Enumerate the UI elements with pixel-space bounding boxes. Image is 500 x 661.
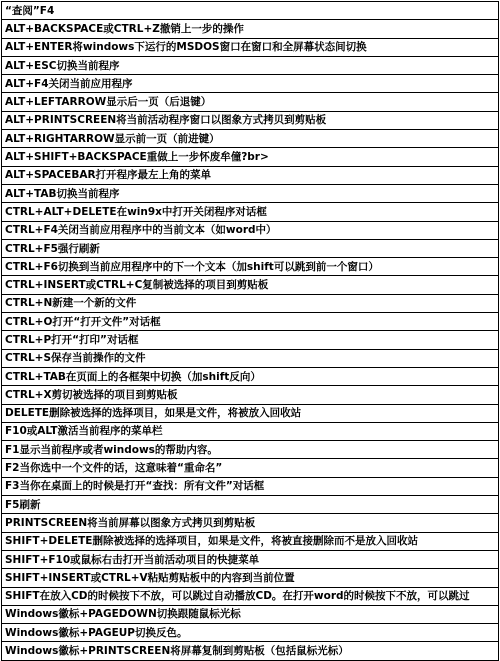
shortcut-cell: ALT+ESC切换当前程序 [2, 56, 499, 74]
shortcut-cell: F10或ALT激活当前程序的菜单栏 [2, 422, 499, 440]
table-row [2, 130, 499, 148]
table-row [2, 148, 499, 166]
table-row [2, 2, 499, 20]
table-row [2, 569, 499, 587]
table-row [2, 624, 499, 642]
table-row [2, 550, 499, 568]
shortcut-cell: ALT+SHIFT+BACKSPACE重做上一步怀废牟僮?br> [2, 148, 499, 166]
table-row [2, 532, 499, 550]
shortcut-cell: “查阅”F4 [2, 2, 499, 20]
table-row [2, 93, 499, 111]
shortcut-cell: SHIFT在放入CD的时候按下不放，可以跳过自动播放CD。在打开word的时候按下不放，可以跳过 [2, 587, 499, 605]
table-row [2, 496, 499, 514]
shortcut-cell: SHIFT+DELETE删除被选择的选择项目，如果是文件，将被直接删除而不是放入回收站 [2, 532, 499, 550]
shortcut-cell: ALT+SPACEBAR打开程序最左上角的菜单 [2, 166, 499, 184]
table-row [2, 20, 499, 38]
table-row [2, 404, 499, 422]
shortcut-cell: DELETE删除被选择的选择项目，如果是文件，将被放入回收站 [2, 404, 499, 422]
shortcut-cell: CTRL+X剪切被选择的项目到剪贴板 [2, 386, 499, 404]
table-row [2, 441, 499, 459]
shortcut-cell: CTRL+INSERT或CTRL+C复制被选择的项目到剪贴板 [2, 276, 499, 294]
table-row [2, 367, 499, 385]
shortcut-cell: CTRL+O打开“打开文件”对话框 [2, 313, 499, 331]
table-row [2, 514, 499, 532]
shortcut-cell: SHIFT+F10或鼠标右击打开当前活动项目的快捷菜单 [2, 550, 499, 568]
shortcut-cell: CTRL+P打开“打印”对话框 [2, 331, 499, 349]
table-row [2, 349, 499, 367]
shortcut-table-body [2, 2, 499, 661]
shortcut-cell: CTRL+F5强行刷新 [2, 239, 499, 257]
table-row [2, 56, 499, 74]
table-row [2, 239, 499, 257]
table-row [2, 642, 499, 660]
shortcut-cell: Windows徽标+PAGEUP切换反色。 [2, 624, 499, 642]
shortcut-cell: SHIFT+INSERT或CTRL+V粘贴剪贴板中的内容到当前位置 [2, 569, 499, 587]
shortcut-cell: CTRL+S保存当前操作的文件 [2, 349, 499, 367]
table-row [2, 313, 499, 331]
table-row [2, 422, 499, 440]
table-row [2, 184, 499, 202]
shortcut-cell: ALT+LEFTARROW显示后一页（后退键） [2, 93, 499, 111]
shortcut-cell: F5刷新 [2, 496, 499, 514]
shortcut-cell: CTRL+N新建一个新的文件 [2, 294, 499, 312]
shortcut-table [1, 1, 499, 661]
table-row [2, 111, 499, 129]
table-row [2, 166, 499, 184]
shortcut-cell: PRINTSCREEN将当前屏幕以图象方式拷贝到剪贴板 [2, 514, 499, 532]
table-row [2, 221, 499, 239]
table-row [2, 605, 499, 623]
table-row [2, 203, 499, 221]
shortcut-cell: ALT+PRINTSCREEN将当前活动程序窗口以图象方式拷贝到剪贴板 [2, 111, 499, 129]
table-row [2, 459, 499, 477]
table-row [2, 38, 499, 56]
shortcut-cell: CTRL+ALT+DELETE在win9x中打开关闭程序对话框 [2, 203, 499, 221]
shortcut-cell: ALT+BACKSPACE或CTRL+Z撤销上一步的操作 [2, 20, 499, 38]
shortcut-cell: F1显示当前程序或者windows的帮助内容。 [2, 441, 499, 459]
table-row [2, 477, 499, 495]
table-row [2, 294, 499, 312]
shortcut-cell: Windows徽标+PAGEDOWN切换跟随鼠标光标 [2, 605, 499, 623]
shortcut-cell: ALT+ENTER将windows下运行的MSDOS窗口在窗口和全屏幕状态间切换 [2, 38, 499, 56]
shortcut-cell: ALT+RIGHTARROW显示前一页（前进键） [2, 130, 499, 148]
table-row [2, 75, 499, 93]
shortcut-cell: CTRL+F6切换到当前应用程序中的下一个文本（加shift可以跳到前一个窗口） [2, 258, 499, 276]
shortcut-cell: Windows徽标+PRINTSCREEN将屏幕复制到剪贴板（包括鼠标光标） [2, 642, 499, 660]
shortcut-cell: ALT+TAB切换当前程序 [2, 184, 499, 202]
shortcut-cell: F2当你选中一个文件的话，这意味着“重命名” [2, 459, 499, 477]
shortcut-cell: F3当你在桌面上的时候是打开“查找：所有文件”对话框 [2, 477, 499, 495]
table-row [2, 331, 499, 349]
shortcut-cell: CTRL+TAB在页面上的各框架中切换（加shift反向） [2, 367, 499, 385]
shortcut-cell: CTRL+F4关闭当前应用程序中的当前文本（如word中） [2, 221, 499, 239]
table-row [2, 587, 499, 605]
table-row [2, 386, 499, 404]
shortcut-cell: ALT+F4关闭当前应用程序 [2, 75, 499, 93]
table-row [2, 258, 499, 276]
table-row [2, 276, 499, 294]
